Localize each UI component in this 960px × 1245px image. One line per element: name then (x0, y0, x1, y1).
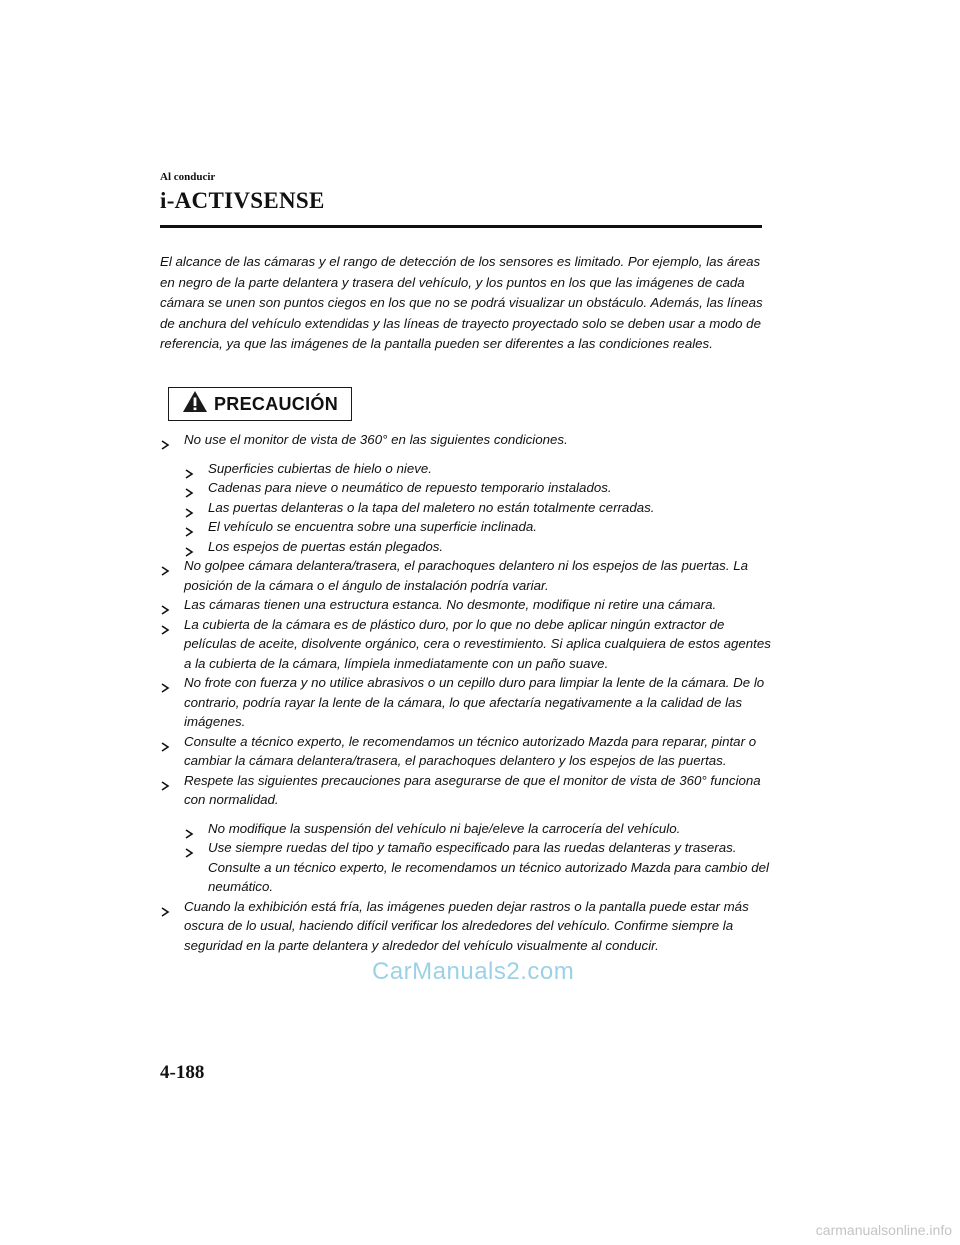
list-item-text: Cadenas para nieve o neumático de repuesto temporario instalados. (208, 480, 612, 495)
intro-paragraph: El alcance de las cámaras y el rango de detección de los sensores es limitado. Por ejemplo, las áreas en negro de la parte delantera y trasera del vehículo, y los puntos en los que las imágenes de cada cámara se unen son puntos ciegos en los que no se podrá visualizar un obstáculo. Además, las líneas de anchura del vehículo extendidas y las líneas de trayecto proyectado solo se deben usar a modo de referencia, ya que las imágenes de la pantalla pueden ser diferentes a las condiciones reales. (160, 254, 763, 351)
caution-list (160, 430, 774, 955)
list-item-text: Consulte a técnico experto, le recomendamos un técnico autorizado Mazda para reparar, pintar o cambiar la cámara delantera/trasera, el parachoques delantero y los espejos de las puertas. (184, 733, 757, 768)
list-item (184, 498, 774, 518)
header-rule (160, 225, 762, 228)
watermark-logo: CarManuals2.com (372, 958, 575, 985)
list-item-text: Respete las siguientes precauciones para asegurarse de que el monitor de vista de 360° funciona con normalidad. (184, 772, 761, 807)
list-item-text: Cuando la exhibición está fría, las imágenes pueden dejar rastros o la pantalla puede estar más oscura de lo usual, haciendo difícil verificar los alrededores del vehículo. Confirme siempre la seguridad en la parte delantera y alrededor del vehículo visualmente al conducir. (184, 898, 749, 953)
list-item (184, 517, 774, 537)
list-item-text: No modifique la suspensión del vehículo ni baje/eleve la carrocería del vehículo. (208, 820, 681, 836)
list-item (160, 556, 774, 595)
caution-box (168, 387, 352, 421)
list-item-text: Superficies cubiertas de hielo o nieve. (208, 460, 432, 476)
footer-watermark: carmanualsonline.info (815, 1222, 952, 1238)
arrow-bullet-icon (160, 679, 170, 699)
list-item (160, 673, 774, 732)
arrow-bullet-icon (160, 738, 170, 758)
list-item (160, 897, 774, 956)
list-item (184, 838, 774, 897)
arrow-bullet-icon (160, 621, 170, 641)
list-item (160, 615, 774, 674)
list-item (160, 595, 774, 615)
list-item-text: No use el monitor de vista de 360° en las siguientes condiciones. (184, 432, 568, 447)
arrow-bullet-icon (184, 844, 194, 864)
arrow-bullet-icon (160, 777, 170, 797)
caution-title: PRECAUCIÓN (213, 393, 338, 414)
list-item (184, 819, 774, 839)
section-label: Al conducir (160, 171, 216, 183)
list-item (184, 478, 774, 498)
list-item (160, 732, 774, 771)
chapter-title: i-ACTIVSENSE (160, 188, 325, 213)
arrow-bullet-icon (160, 903, 170, 923)
list-item-text: Los espejos de puertas están plegados. (208, 538, 444, 554)
list-item-text: La cubierta de la cámara es de plástico duro, por lo que no debe aplicar ningún extractor de películas de aceite, disolvente orgánico, cera o revestimiento. Si aplica cualquiera de estos agentes a la cubierta de la cámara, límpiela inmediatamente con un paño suave. (184, 616, 771, 671)
page-number: 4-188 (160, 1062, 205, 1083)
list-item (160, 771, 774, 810)
list-item-text: No frote con fuerza y no utilice abrasivos o un cepillo duro para limpiar la lente de la cámara. De lo contrario, podría rayar la lente de la cámara, lo que afectaría negativamente a la calidad de las imágenes. (184, 675, 765, 729)
arrow-bullet-icon (160, 436, 170, 456)
list-item (184, 459, 774, 479)
list-item (184, 537, 774, 557)
list-item-text: Use siempre ruedas del tipo y tamaño especificado para las ruedas delanteras y traseras. Consulte a un técnico experto, le recomendamos un técnico autorizado Mazda para cambio del neumático. (208, 840, 770, 894)
list-item-text: Las puertas delanteras o la tapa del maletero no están totalmente cerradas. (208, 499, 655, 515)
list-item-text: No golpee cámara delantera/trasera, el parachoques delantero ni los espejos de las puertas. La posición de la cámara o el ángulo de instalación podría variar. (184, 558, 748, 593)
list-item-text: Las cámaras tienen una estructura estanca. No desmonte, modifique ni retire una cámara. (184, 597, 717, 612)
arrow-bullet-icon (160, 562, 170, 582)
list-item (160, 430, 774, 450)
page-header (160, 170, 762, 228)
warning-triangle-icon (182, 390, 208, 418)
list-item-text: El vehículo se encuentra sobre una superficie inclinada. (208, 519, 537, 534)
